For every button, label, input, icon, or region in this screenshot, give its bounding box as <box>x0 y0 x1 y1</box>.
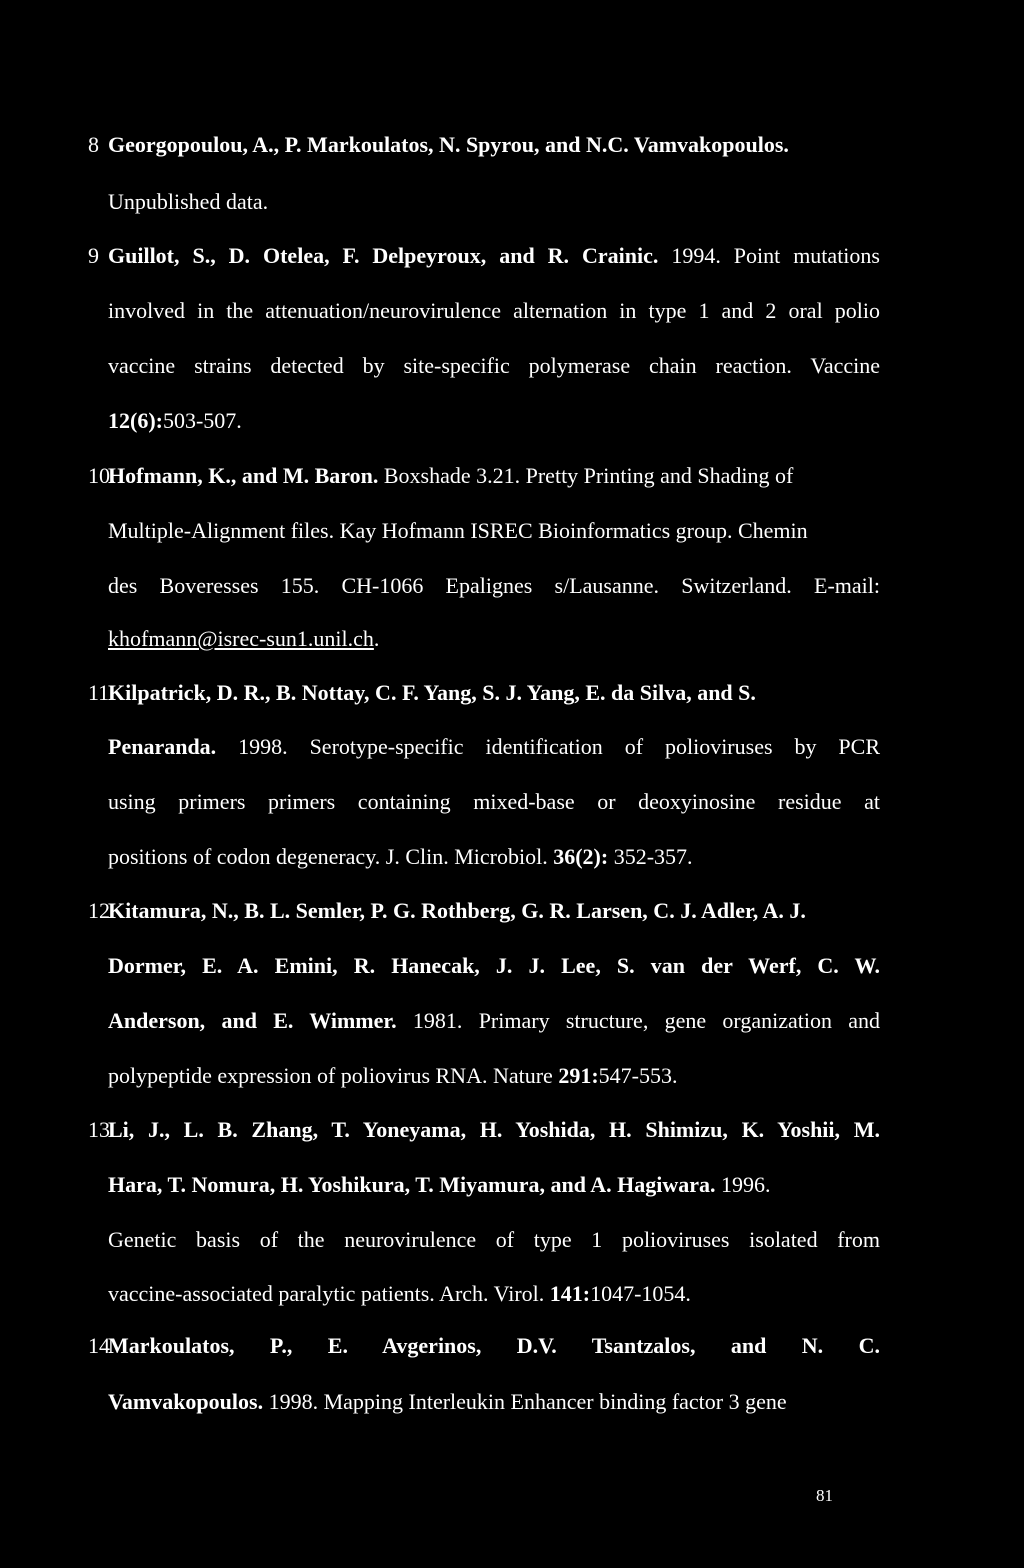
reference-line <box>108 133 880 157</box>
email-link[interactable]: khofmann@isrec-sun1.unil.ch <box>108 626 374 651</box>
author-text: Hofmann, K., and M. Baron. <box>108 463 379 488</box>
reference-line <box>108 790 880 814</box>
citation-text: 547-553. <box>598 1063 678 1088</box>
reference-line <box>108 1009 880 1033</box>
reference-line <box>108 354 880 378</box>
reference-line <box>108 681 880 705</box>
author-text: Penaranda. <box>108 734 217 759</box>
reference-number: 8 <box>88 132 99 157</box>
reference-line <box>108 627 880 651</box>
author-text: Georgopoulou, A., P. Markoulatos, N. Spyrou, and N.C. Vamvakopoulos. <box>108 132 789 157</box>
citation-text: Multiple-Alignment files. Kay Hofmann ISREC Bioinformatics group. Chemin <box>108 518 808 543</box>
citation-text: 1047-1054. <box>590 1281 691 1306</box>
reference-line <box>108 409 880 433</box>
author-text: 141: <box>549 1281 591 1306</box>
reference-number: 11 <box>88 680 110 705</box>
citation-text: positions of codon degeneracy. J. Clin. Microbiol. <box>108 844 554 869</box>
reference-line <box>108 1064 880 1088</box>
reference-line <box>108 1173 880 1197</box>
reference-number: 10. <box>88 463 116 488</box>
citation-text: Unpublished data. <box>108 189 269 214</box>
reference-line <box>108 1282 880 1306</box>
citation-text: Genetic basis of the neurovirulence of type 1 polioviruses isolated from <box>108 1227 880 1252</box>
reference-number: 9 <box>88 243 99 268</box>
reference-line <box>108 574 880 598</box>
reference-line <box>108 954 880 978</box>
author-text: Li, J., L. B. Zhang, T. Yoneyama, H. Yoshida, H. Shimizu, K. Yoshii, M. <box>108 1117 880 1142</box>
author-text: 291: <box>558 1063 599 1088</box>
citation-text: des Boveresses 155. CH-1066 Epalignes s/Lausanne. Switzerland. E-mail: <box>108 573 880 598</box>
reference-line <box>108 519 880 543</box>
reference-line <box>108 244 880 268</box>
citation-text: involved in the attenuation/neurovirulence alternation in type 1 and 2 oral polio <box>108 298 880 323</box>
citation-text: 1998. Serotype-specific identification of polioviruses by PCR <box>216 734 880 759</box>
reference-line <box>108 190 880 214</box>
citation-text: using primers primers containing mixed-base or deoxyinosine residue at <box>108 789 880 814</box>
author-text: 12(6): <box>108 408 163 433</box>
citation-text: 1994. Point mutations <box>658 243 880 268</box>
citation-text: 1981. Primary structure, gene organization and <box>396 1008 880 1033</box>
author-text: Kitamura, N., B. L. Semler, P. G. Rothberg, G. R. Larsen, C. J. Adler, A. J. <box>108 898 806 923</box>
citation-text: vaccine-associated paralytic patients. Arch. Virol. <box>108 1281 550 1306</box>
reference-number: 13 <box>88 1117 110 1142</box>
author-text: Anderson, and E. Wimmer. <box>108 1008 397 1033</box>
reference-number: 14 <box>88 1333 110 1358</box>
reference-line <box>108 1390 880 1414</box>
citation-text: 352-357. <box>608 844 693 869</box>
reference-line <box>108 1118 880 1142</box>
citation-text: 503-507. <box>162 408 242 433</box>
reference-line <box>108 464 880 488</box>
citation-text: polypeptide expression of poliovirus RNA. Nature <box>108 1063 559 1088</box>
reference-number: 12 <box>88 898 110 923</box>
reference-line <box>108 735 880 759</box>
reference-line <box>108 299 880 323</box>
reference-line <box>108 1334 880 1358</box>
author-text: Guillot, S., D. Otelea, F. Delpeyroux, and R. Crainic. <box>108 243 659 268</box>
citation-text: 1996. <box>715 1172 771 1197</box>
author-text: Kilpatrick, D. R., B. Nottay, C. F. Yang, S. J. Yang, E. da Silva, and S. <box>108 680 756 705</box>
citation-text: . <box>373 626 380 651</box>
citation-text: vaccine strains detected by site-specific polymerase chain reaction. Vaccine <box>108 353 880 378</box>
citation-text: Boxshade 3.21. Pretty Printing and Shading of <box>378 463 794 488</box>
reference-line <box>108 899 880 923</box>
author-text: Hara, T. Nomura, H. Yoshikura, T. Miyamura, and A. Hagiwara. <box>108 1172 716 1197</box>
page-number: 81 <box>816 1486 833 1505</box>
author-text: Vamvakopoulos. <box>108 1389 264 1414</box>
citation-text: 1998. Mapping Interleukin Enhancer binding factor 3 gene <box>263 1389 787 1414</box>
author-text: 36(2): <box>553 844 609 869</box>
author-text: Markoulatos, P., E. Avgerinos, D.V. Tsantzalos, and N. C. <box>108 1333 880 1358</box>
author-text: Dormer, E. A. Emini, R. Hanecak, J. J. Lee, S. van der Werf, C. W. <box>108 953 880 978</box>
reference-line <box>108 845 880 869</box>
reference-line <box>108 1228 880 1252</box>
